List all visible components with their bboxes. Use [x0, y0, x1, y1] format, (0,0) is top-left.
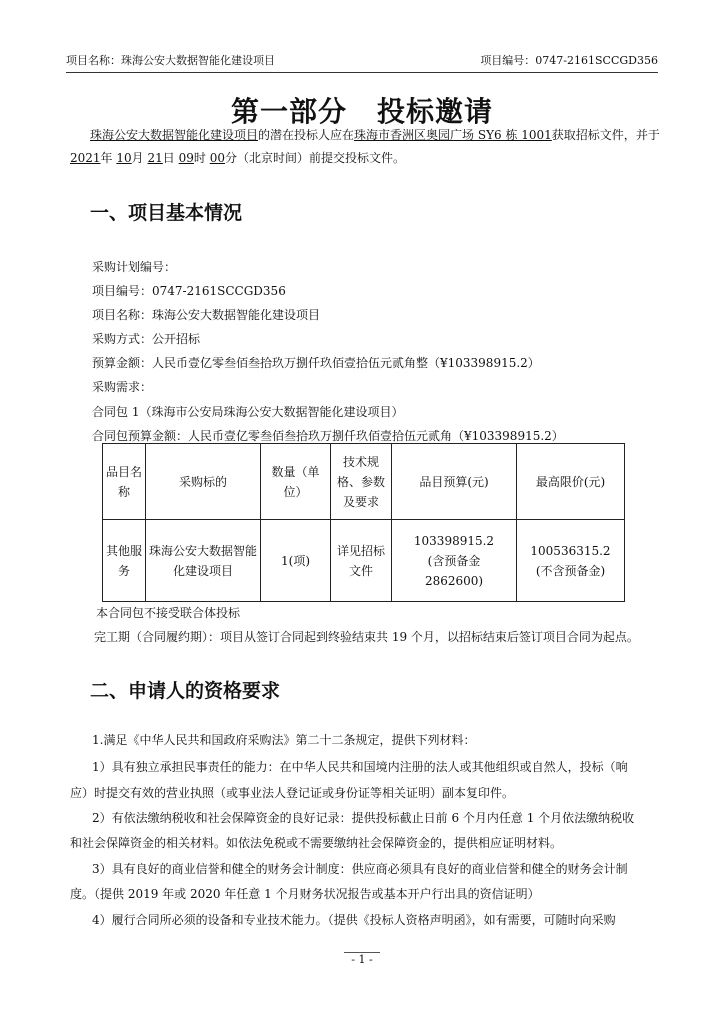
td-max: 100536315.2 (不含预备金) — [517, 520, 625, 602]
project-name: 项目名称：珠海公安大数据智能化建设项目 — [92, 308, 321, 322]
section-heading-1: 一、项目基本情况 — [90, 202, 243, 224]
section-heading-2: 二、申请人的资格要求 — [90, 680, 281, 702]
td-budget: 103398915.2 (含预备金 2862600) — [392, 520, 517, 602]
procurement-table — [102, 443, 625, 602]
intro-paragraph: 珠海公安大数据智能化建设项目的潜在投标人应在珠海市香洲区奥园广场 SY6 栋 1001获取招标文件，并于 2021年 10月 21日 09时 00分（北京时间）前提交投标文件。 — [70, 128, 660, 165]
requirement-4b: 度。（提供 2019 年或 2020 年任意 1 个月财务状况报告或基本开户行出具的资信证明） — [70, 887, 540, 901]
contract-package: 合同包 1（珠海市公安局珠海公安大数据智能化建设项目） — [92, 405, 404, 419]
page-footer — [0, 952, 724, 966]
requirement-4a: 3）具有良好的商业信誉和健全的财务会计制度：供应商必须具有良好的商业信誉和健全的财务会计制 — [92, 862, 628, 876]
requirement-2b: 应）时提交有效的营业执照（或事业法人登记证或身份证等相关证明）副本复印件。 — [70, 786, 515, 800]
td-target: 珠海公安大数据智能化建设项目 — [146, 520, 261, 602]
td-spec: 详见招标文件 — [331, 520, 392, 602]
title-part: 第一部分 — [230, 95, 347, 128]
page-number: - 1 - — [344, 952, 380, 966]
th-budget: 品目预算(元) — [392, 444, 517, 520]
page-header — [66, 52, 658, 73]
project-number: 项目编号：0747-2161SCCGD356 — [92, 284, 286, 298]
th-item: 品目名称 — [103, 444, 146, 520]
requirement-5a: 4）履行合同所必须的设备和专业技术能力。（提供《投标人资格声明函》，如有需要，可随时向采购 — [92, 913, 616, 927]
header-project-name: 项目名称：珠海公安大数据智能化建设项目 — [66, 54, 275, 67]
th-spec: 技术规格、参数及要求 — [331, 444, 392, 520]
requirement-3a: 2）有依法缴纳税收和社会保障资金的良好记录：提供投标截止日前 6 个月内任意 1 个月依法缴纳税收 — [92, 811, 635, 825]
joint-bid-note: 本合同包不接受联合体投标 — [96, 606, 241, 620]
plan-number: 采购计划编号： — [92, 260, 177, 274]
package-budget: 合同包预算金额：人民币壹亿零叁佰叁拾玖万捌仟玖佰壹拾伍元贰角（¥103398915.2） — [92, 429, 564, 443]
requirement-1: 1.满足《中华人民共和国政府采购法》第二十二条规定，提供下列材料： — [92, 733, 476, 747]
completion-period: 完工期（合同履约期）：项目从签订合同起到终验结束共 19 个月，以招标结束后签订项目合同为起点。 — [94, 630, 639, 644]
th-qty: 数量（单位） — [261, 444, 331, 520]
budget-amount: 预算金额：人民币壹亿零叁佰叁拾玖万捌仟玖佰壹拾伍元贰角整（¥103398915.2） — [92, 356, 540, 370]
table-header-row — [103, 444, 625, 520]
td-qty: 1(项) — [261, 520, 331, 602]
header-project-no: 项目编号：0747-2161SCCGD356 — [480, 54, 658, 67]
title-name: 投标邀请 — [377, 95, 494, 128]
th-max: 最高限价(元) — [517, 444, 625, 520]
procurement-demand: 采购需求： — [92, 380, 153, 394]
th-target: 采购标的 — [146, 444, 261, 520]
requirement-2a: 1）具有独立承担民事责任的能力：在中华人民共和国境内注册的法人或其他组织或自然人，投标（响 — [92, 760, 628, 774]
td-item: 其他服务 — [103, 520, 146, 602]
requirement-3b: 和社会保障资金的相关材料。如依法免税或不需要缴纳社会保障资金的，提供相应证明材料。 — [70, 836, 563, 850]
table-row — [103, 520, 625, 602]
procurement-method: 采购方式：公开招标 — [92, 332, 201, 346]
